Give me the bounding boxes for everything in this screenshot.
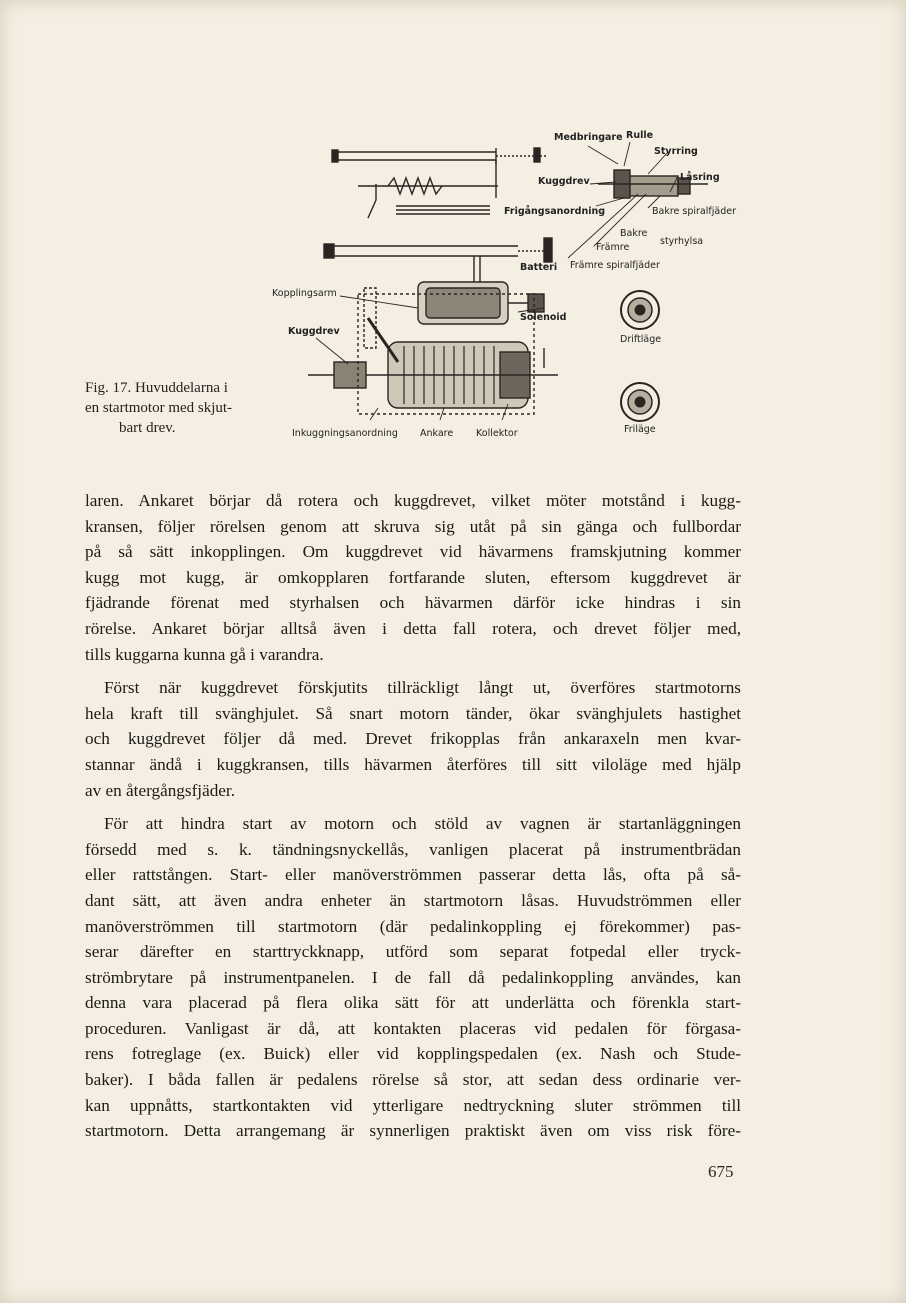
text-line: Först när kuggdrevet förskjutits tillräckligt långt ut, överföres startmotorns [104,678,741,698]
text-line: tills kuggarna kunna gå i varandra. [85,644,324,664]
label-framre: Främre [596,242,630,253]
starter-motor-drawing [268,118,748,458]
text-line: kugg mot kugg, är omkopplaren fortfarande sluten, eftersom kuggdrevet är [85,567,741,587]
caption-line: en startmotor med skjut- [85,400,233,416]
label-ankare: Ankare [420,428,454,439]
paragraph-1 [85,488,741,667]
text-line: laren. Ankaret börjar då rotera och kuggdrevet, vilket möter motstånd i kugg- [85,491,741,510]
text-line: hela kraft till svänghjulet. Så snart motorn tänder, ökar svänghjulets hastighet [85,703,741,723]
paragraph-2 [85,675,741,803]
label-styrhylsa: styrhylsa [660,236,704,247]
text-line: dant sätt, att även andra enheter än startmotorn låsas. Huvudströmmen eller [85,890,741,910]
label-kuggdrev-top: Kuggdrev [538,176,590,187]
figure-caption [85,378,273,438]
paragraph-3 [85,811,741,1144]
label-inkuggningsanordning: Inkuggningsanordning [292,428,398,439]
label-styrring: Styrring [654,146,698,157]
text-line: försedd med s. k. tändningsnyckellås, vanligen placerat på instrumentbrädan [85,839,741,859]
text-line: stannar ändå i kuggkransen, tills hävarmen återföres till sitt viloläge med hjälp [85,754,741,774]
label-framre-spiralfjader: Främre spiralfjäder [570,260,660,271]
text-line: baker). I båda fallen är pedalens rörelse så stor, att sedan dess ordinarie ver- [85,1070,741,1090]
text-line: av en återgångsfjäder. [85,780,236,800]
label-lasring: Låsring [680,172,720,183]
text-line: serar därefter en starttryckknapp, utförd som separat fotpedal eller tryck- [85,942,741,962]
text-line: rörelse. Ankaret börjar alltså även i detta fall rotera, och drevet följer med, [85,618,741,638]
text-line: denna vara placerad på flera olika sätt för att underlätta och förenkla start- [85,993,741,1013]
label-kopplingsarm: Kopplingsarm [272,288,337,299]
text-line: kan uppnåtts, startkontakten vid ytterligare nedtryckning sluter strömmen till [85,1095,741,1115]
text-line: fjädrande förenat med styrhalsen och hävarmen därför icke hindras i sin [85,593,741,613]
page-number: 675 [708,1162,734,1181]
label-bakre: Bakre [620,228,648,239]
label-frilage: Friläge [624,424,656,435]
text-line: rens fotreglage (ex. Buick) eller vid kopplingspedalen (ex. Nash och Stude- [85,1044,741,1064]
text-line: på så sätt inkopplingen. Om kuggdrevet vid hävarmens framskjutning kommer [85,542,741,562]
text-line: strömbrytare på instrumentpanelen. I de fall då pedalinkoppling användes, kan [85,967,741,987]
label-batteri: Batteri [520,262,558,273]
label-driftlage: Driftläge [620,334,662,345]
text-line: proceduren. Vanligast är då, att kontakten placeras vid pedalen för förgasa- [85,1018,741,1038]
label-medbringare: Medbringare [554,132,623,143]
text-line: För att hindra start av motorn och stöld av vagnen är startanläggningen [104,814,741,834]
label-bakre-spiralfjader: Bakre spiralfjäder [652,206,736,217]
starter-motor-figure [268,118,748,458]
label-friganganordning: Frigångsanordning [504,206,606,217]
caption-line: bart drev. [119,420,176,436]
label-rulle: Rulle [626,130,654,141]
caption-line: Fig. 17. Huvuddelarna i [85,380,228,396]
text-line: manöverströmmen till startmotorn (där pedalinkoppling ej förekommer) pas- [85,916,741,936]
label-solenoid: Solenoid [520,312,567,323]
text-line: och kuggdrevet följer då med. Drevet frikopplas från ankaraxeln men kvar- [85,729,741,749]
text-line: kransen, följer rörelsen genom att skruva sig utåt på sin gänga och fullbordar [85,516,741,536]
text-line: startmotorn. Detta arrangemang är synnerligen praktiskt även om viss risk före- [85,1121,741,1141]
label-kollektor: Kollektor [476,428,518,439]
text-line: eller rattstången. Start- eller manöverströmmen passerar detta lås, ofta på så- [85,865,741,885]
label-kuggdrev: Kuggdrev [288,326,340,337]
body-text [85,488,741,1152]
